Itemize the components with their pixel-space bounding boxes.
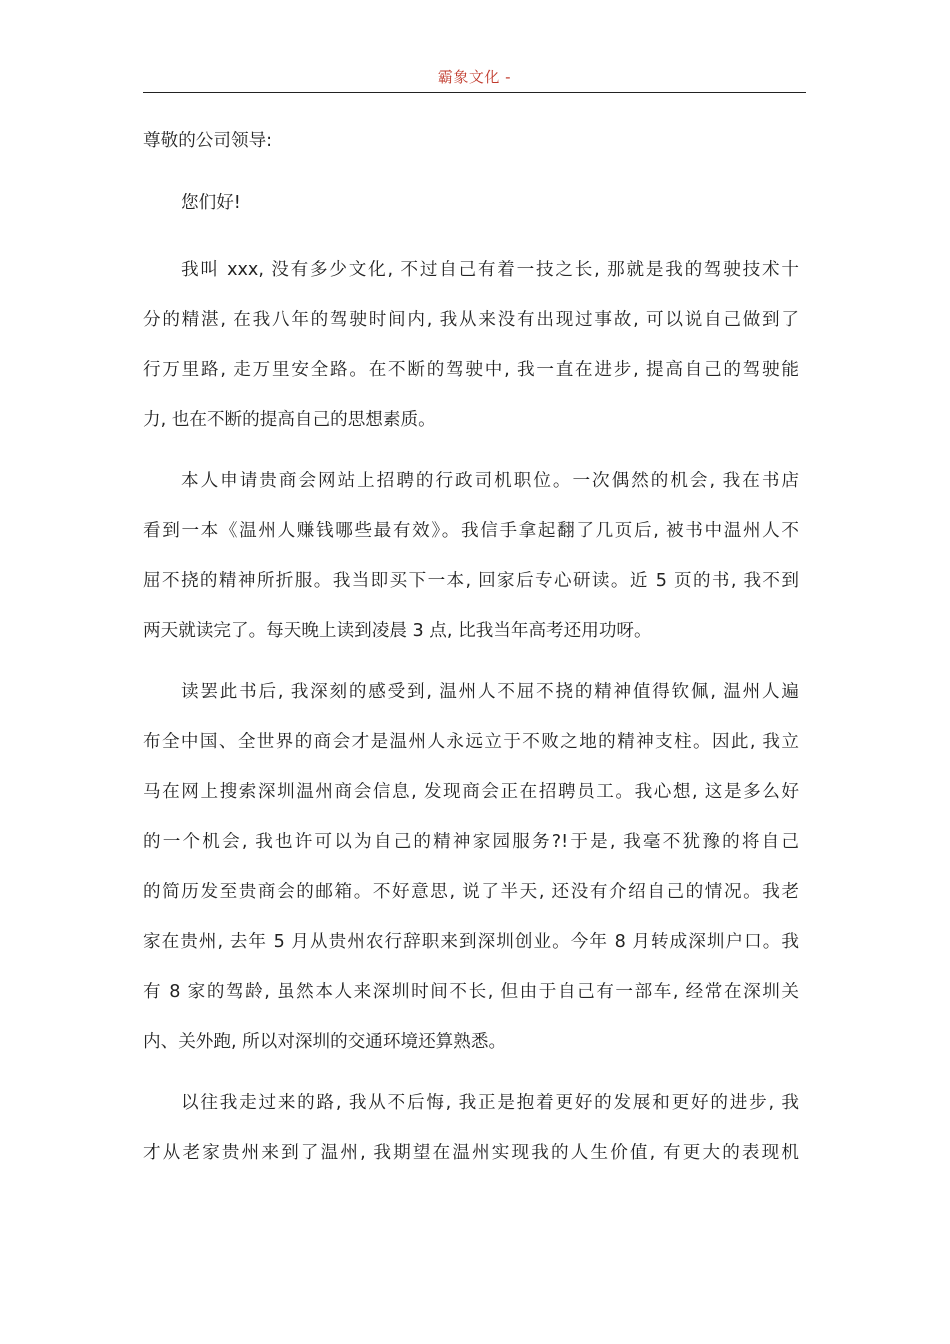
text-line: 以往我走过来的路, 我从不后悔, 我正是抱着更好的发展和更好的进步, 我 <box>181 1093 799 1113</box>
text-line: 两天就读完了。每天晚上读到凌晨 3 点, 比我当年高考还用功呀。 <box>143 621 652 641</box>
paragraph-4 <box>143 1078 799 1178</box>
page-header <box>143 66 806 93</box>
text-line: 马在网上搜索深圳温州商会信息, 发现商会正在招聘员工。我心想, 这是多么好 <box>143 782 799 802</box>
text-line: 家在贵州, 去年 5 月从贵州农行辞职来到深圳创业。今年 8 月转成深圳户口。我 <box>143 932 799 952</box>
text-line: 有 8 家的驾龄, 虽然本人来深圳时间不长, 但由于自己有一部车, 经常在深圳关 <box>143 982 799 1002</box>
paragraph-2 <box>143 456 799 656</box>
text-line: 布全中国、全世界的商会才是温州人永远立于不败之地的精神支柱。因此, 我立 <box>143 732 799 752</box>
paragraph-3 <box>143 667 799 1067</box>
text-line: 行万里路, 走万里安全路。在不断的驾驶中, 我一直在进步, 提高自己的驾驶能 <box>143 360 799 380</box>
letter-salutation: 尊敬的公司领导: <box>143 131 273 151</box>
letter-greeting: 您们好! <box>181 193 241 213</box>
text-line: 分的精湛, 在我八年的驾驶时间内, 我从来没有出现过事故, 可以说自己做到了 <box>143 310 799 330</box>
text-line: 屈不挠的精神所折服。我当即买下一本, 回家后专心研读。近 5 页的书, 我不到 <box>143 571 799 591</box>
text-line: 才从老家贵州来到了温州, 我期望在温州实现我的人生价值, 有更大的表现机 <box>143 1143 799 1163</box>
text-line: 本人申请贵商会网站上招聘的行政司机职位。一次偶然的机会, 我在书店 <box>181 471 799 491</box>
text-line: 我叫 xxx, 没有多少文化, 不过自己有着一技之长, 那就是我的驾驶技术十 <box>181 260 799 280</box>
text-line: 看到一本《温州人赚钱哪些最有效》。我信手拿起翻了几页后, 被书中温州人不 <box>143 521 799 541</box>
paragraph-1 <box>143 245 799 445</box>
text-line: 的简历发至贵商会的邮箱。不好意思, 说了半天, 还没有介绍自己的情况。我老 <box>143 882 799 902</box>
text-line: 读罢此书后, 我深刻的感受到, 温州人不屈不挠的精神值得钦佩, 温州人遍 <box>181 682 799 702</box>
text-line: 力, 也在不断的提高自己的思想素质。 <box>143 410 436 430</box>
header-title: 霸象文化 - <box>437 68 512 86</box>
letter-body <box>143 121 799 1189</box>
text-line: 内、关外跑, 所以对深圳的交通环境还算熟悉。 <box>143 1032 507 1052</box>
text-line: 的一个机会, 我也许可以为自己的精神家园服务?!于是, 我毫不犹豫的将自己 <box>143 832 799 852</box>
